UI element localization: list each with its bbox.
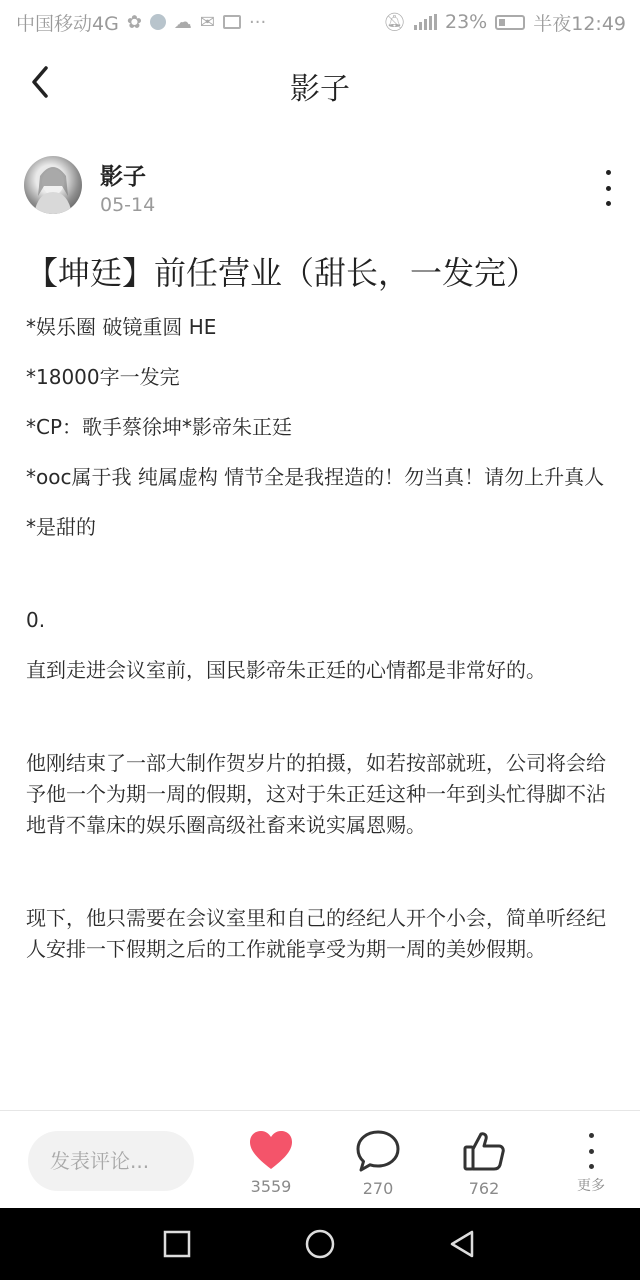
status-left	[16, 9, 266, 36]
post-date: 05-14	[100, 194, 156, 216]
author-name[interactable]: 影子	[100, 164, 146, 190]
paragraph: *CP：歌手蔡徐坤*影帝朱正廷	[26, 415, 293, 439]
bottom-action-bar	[0, 1110, 640, 1209]
clock: 半夜12:49	[533, 12, 626, 35]
more-vertical-icon	[588, 1133, 594, 1169]
more-label: 更多	[577, 1178, 605, 1194]
more-notifications-icon: ···	[249, 11, 267, 33]
nav-bar	[0, 44, 640, 120]
post-title: 【坤廷】前任营业（甜长，一发完）	[26, 254, 539, 292]
system-back-button[interactable]	[446, 1228, 478, 1260]
paragraph: 直到走进会议室前，国民影帝朱正廷的心情都是非常好的。	[26, 658, 546, 682]
comment-count: 270	[362, 1179, 394, 1198]
mail-icon: ✉	[199, 11, 215, 33]
status-right	[383, 9, 626, 36]
paragraph: 他刚结束了一部大制作贺岁片的拍摄，如若按部就班，公司将会给予他一个为期一周的假期，这对于朱正廷这种一年到头忙得脚不沾地背不靠床的娱乐圈高级社畜来说实属恩赐。	[26, 751, 606, 837]
battery-icon	[495, 15, 525, 30]
circle-icon	[304, 1228, 336, 1260]
paragraph: 现下，他只需要在会议室里和自己的经纪人开个小会，简单听经纪人安排一下假期之后的工作就能享受为期一周的美妙假期。	[26, 906, 606, 961]
paragraph: *是甜的	[26, 515, 96, 539]
comment-bubble-icon	[355, 1129, 401, 1173]
recommend-button[interactable]	[444, 1129, 524, 1198]
like-count: 3559	[250, 1177, 292, 1196]
paragraph: *娱乐圈 破镜重圆 HE	[26, 315, 217, 339]
app-notification-icon	[223, 15, 241, 29]
like-button[interactable]	[231, 1129, 311, 1196]
comment-input[interactable]: 发表评论...	[28, 1131, 194, 1191]
triangle-back-icon	[446, 1228, 478, 1260]
paragraph: *18000字一发完	[26, 365, 180, 389]
post-content	[26, 312, 606, 984]
avatar[interactable]	[24, 156, 82, 214]
author-row	[24, 156, 616, 218]
recent-apps-button[interactable]	[161, 1228, 193, 1260]
notification-app-icon	[150, 14, 166, 30]
more-button[interactable]	[551, 1129, 631, 1195]
square-icon	[161, 1228, 193, 1260]
battery-percent: 23%	[445, 11, 488, 33]
paragraph: *ooc属于我 纯属虚构 情节全是我捏造的！勿当真！请勿上升真人	[26, 465, 605, 489]
mute-icon: 🔕︎	[383, 11, 406, 33]
avatar-image	[24, 156, 82, 214]
comment-button[interactable]	[338, 1129, 418, 1198]
recommend-count: 762	[468, 1179, 500, 1198]
heart-icon	[248, 1129, 294, 1171]
home-button[interactable]	[304, 1228, 336, 1260]
post-menu-button[interactable]	[598, 170, 618, 206]
wechat-icon: ☁	[173, 11, 192, 33]
paragraph: 0.	[26, 608, 46, 632]
carrier-label: 中国移动4G	[16, 12, 119, 35]
thumbs-up-icon	[462, 1129, 506, 1173]
system-nav-bar	[0, 1208, 640, 1280]
status-bar	[0, 0, 640, 44]
weibo-icon: ✿	[126, 11, 142, 33]
page-title: 影子	[290, 72, 350, 107]
signal-icon	[414, 14, 437, 30]
